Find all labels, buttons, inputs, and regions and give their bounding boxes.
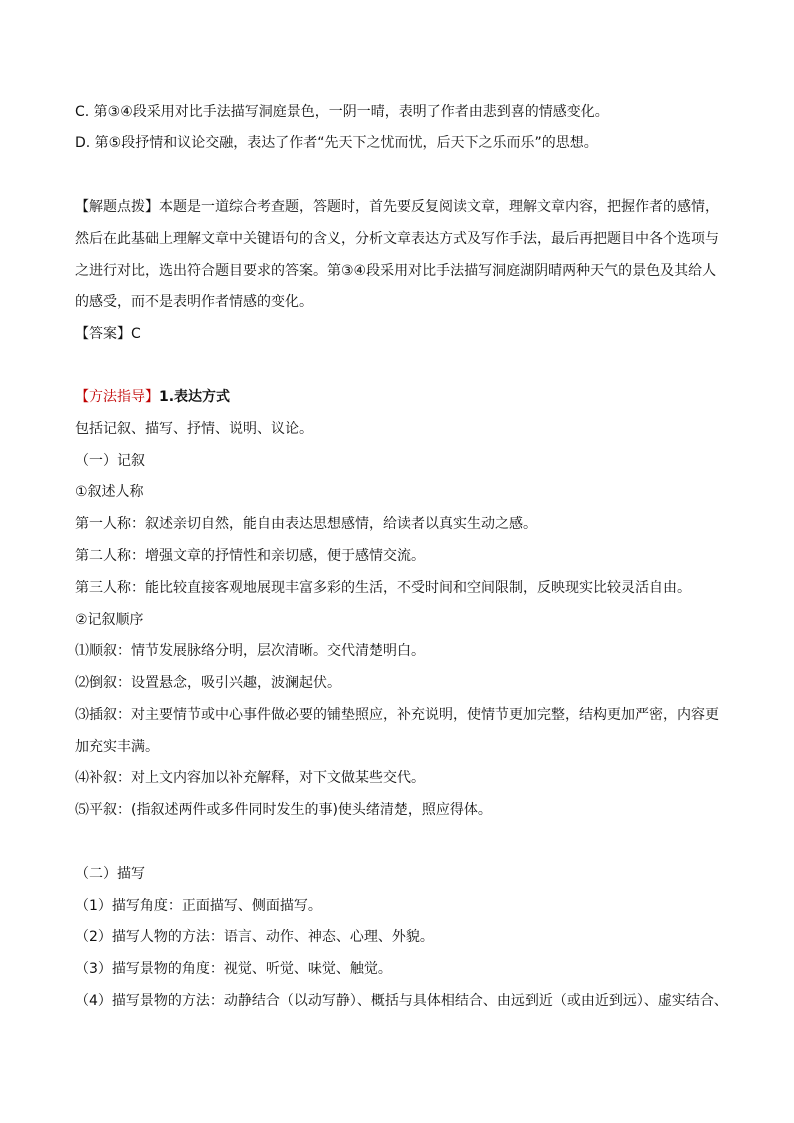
analysis-tag: 【解题点拨】 (75, 199, 159, 215)
narration-order-1: ⑴顺叙：情节发展脉络分明，层次清晰。交代清楚明白。 (75, 643, 425, 659)
answer-value: C (131, 326, 141, 342)
narration-third-person: 第三人称：能比较直接客观地展现丰富多彩的生活，不受时间和空间限制，反映现实比较灵活自由。 (75, 580, 691, 596)
answer-tag: 【答案】 (75, 326, 131, 342)
method-intro: 包括记叙、描写、抒情、说明、议论。 (75, 421, 313, 437)
description-title: （二）描写 (75, 866, 145, 882)
answer-line (75, 325, 725, 343)
narration-order-2: ⑵倒叙：设置悬念，吸引兴趣，波澜起伏。 (75, 675, 341, 691)
narration-first-person: 第一人称：叙述亲切自然，能自由表达思想感情，给读者以真实生动之感。 (75, 516, 537, 532)
description-item-1: （1）描写角度：正面描写、侧面描写。 (75, 898, 322, 914)
method-tag: 【方法指导】 (75, 389, 159, 405)
narration-order-5: ⑸平叙：(指叙述两件或多件同时发生的事)使头绪清楚，照应得体。 (75, 802, 492, 818)
analysis-text-1: 本题是一道综合考查题，答题时，首先要反复阅读文章，理解文章内容，把握作者的感情， (159, 199, 719, 215)
narration-second-person: 第二人称：增强文章的抒情性和亲切感，便于感情交流。 (75, 548, 425, 564)
narration-person-title: ①叙述人称 (75, 484, 144, 500)
analysis-line-4: 的感受，而不是表明作者情感的变化。 (75, 294, 313, 310)
analysis-line-1 (75, 198, 725, 216)
narration-order-3a: ⑶插叙：对主要情节或中心事件做必要的铺垫照应，补充说明，使情节更加完整，结构更加严密，内容更 (75, 707, 719, 723)
narration-order-4: ⑷补叙：对上文内容加以补充解释，对下文做某些交代。 (75, 770, 425, 786)
method-heading: 1.表达方式 (159, 389, 231, 405)
description-item-3: （3）描写景物的角度：视觉、听觉、味觉、触觉。 (75, 961, 392, 977)
narration-order-3b: 加充实丰满。 (75, 739, 159, 755)
analysis-line-2: 然后在此基础上理解文章中关键语句的含义，分析文章表达方式及写作手法，最后再把题目中各个选项与 (75, 231, 719, 247)
description-item-2: （2）描写人物的方法：语言、动作、神态、心理、外貌。 (75, 929, 434, 945)
method-heading-line (75, 388, 725, 406)
analysis-line-3: 之进行对比，选出符合题目要求的答案。第③④段采用对比手法描写洞庭湖阴晴两种天气的景色及其给人 (75, 263, 717, 279)
option-d: D. 第⑤段抒情和议论交融，表达了作者“先天下之忧而忧，后天下之乐而乐”的思想。 (75, 135, 598, 151)
option-c: C. 第③④段采用对比手法描写洞庭景色，一阴一晴，表明了作者由悲到喜的情感变化。 (75, 104, 609, 120)
narration-title: （一）记叙 (75, 453, 145, 469)
description-item-4: （4）描写景物的方法：动静结合（以动写静）、概括与具体相结合、由远到近（或由近到远）、虚实结合、 (75, 993, 728, 1009)
narration-order-title: ②记叙顺序 (75, 612, 144, 628)
